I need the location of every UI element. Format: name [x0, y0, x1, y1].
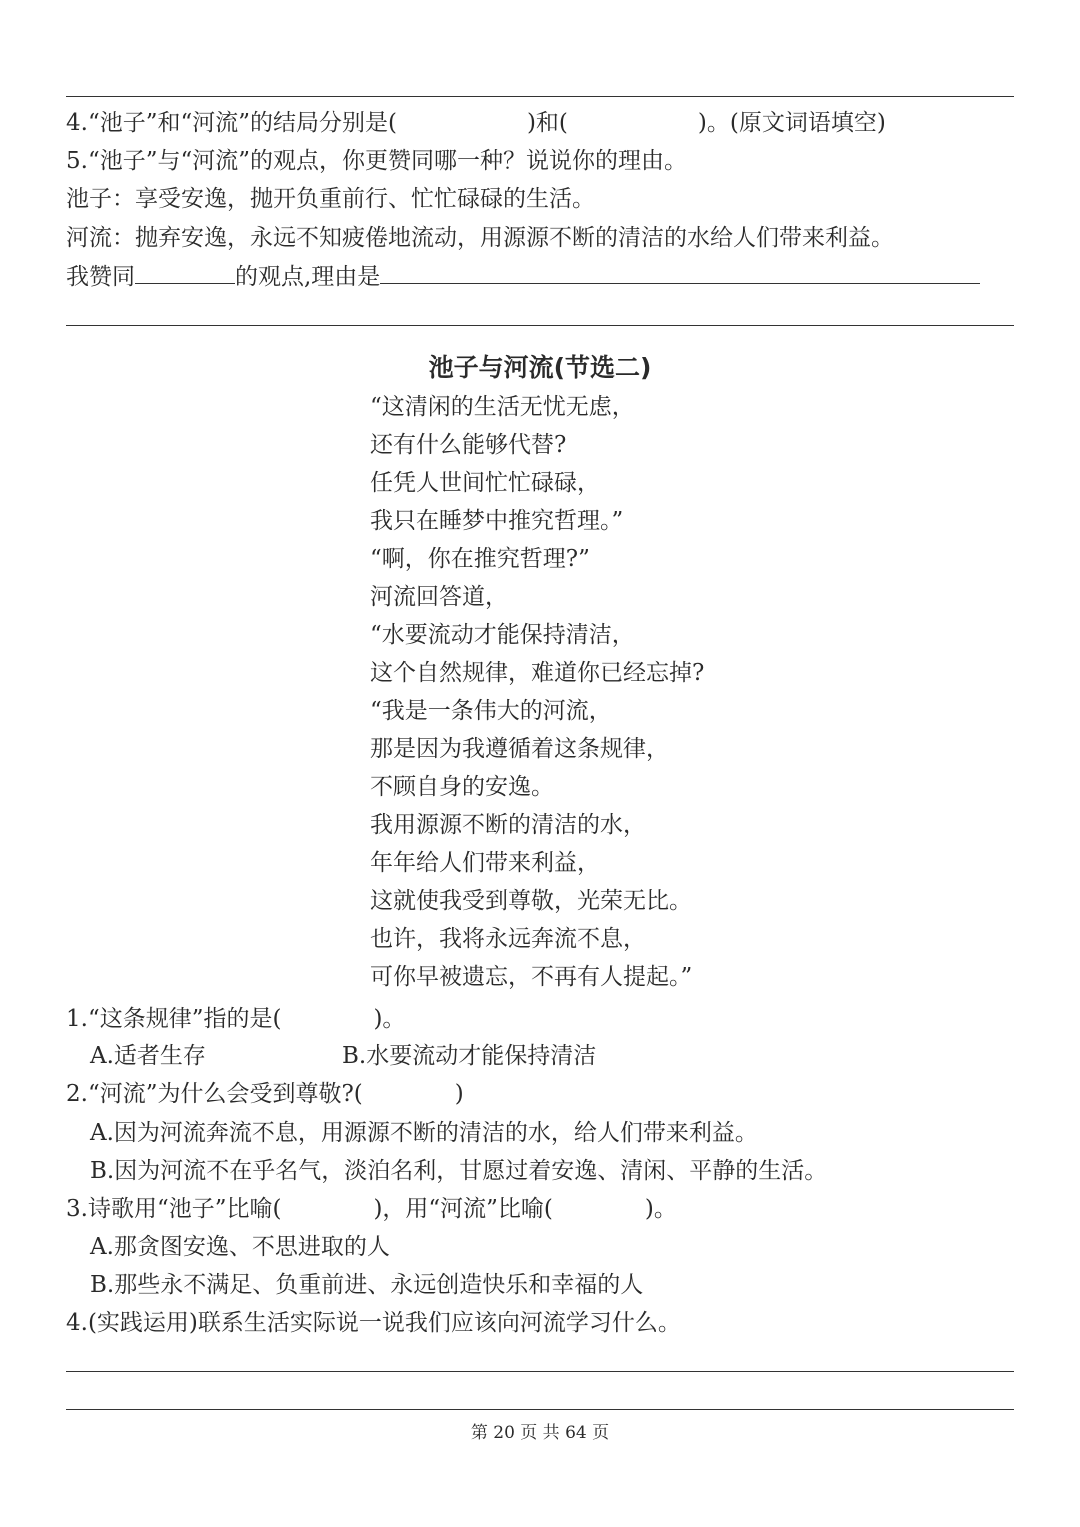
poem-line: 不顾自身的安逸。 — [370, 774, 554, 800]
question-text: )和( — [526, 110, 568, 136]
poem-line: 河流回答道， — [370, 584, 508, 610]
question-text: )，用“河流”比喻( — [373, 1196, 553, 1222]
agree-label: 的观点,理由是 — [235, 264, 381, 290]
poem-line: 我用源源不断的清洁的水， — [370, 812, 646, 838]
option-b[interactable]: B.因为河流不在乎名气，淡泊名利，甘愿过着安逸、清闲、平静的生活。 — [90, 1158, 828, 1184]
question-3 — [66, 1190, 677, 1228]
poem-line: “水要流动才能保持清洁， — [370, 622, 635, 648]
question-text: 2.“河流”为什么会受到尊敬?( — [66, 1081, 363, 1107]
divider — [66, 96, 1014, 97]
answer-line[interactable] — [66, 325, 1014, 326]
question-4-practice: 4.(实践运用)联系生活实际说一说我们应该向河流学习什么。 — [66, 1310, 681, 1336]
poem-line: 可你早被遗忘，不再有人提起。” — [370, 964, 693, 990]
river-view: 河流：抛弃安逸，永远不知疲倦地流动，用源源不断的清洁的水给人们带来利益。 — [66, 225, 894, 251]
question-5: 5.“池子”与“河流”的观点，你更赞同哪一种？说说你的理由。 — [66, 148, 687, 174]
question-2 — [66, 1075, 464, 1113]
poem-line: 我只在睡梦中推究哲理。” — [370, 508, 624, 534]
option-a[interactable]: A.那贪图安逸、不思进取的人 — [90, 1234, 390, 1260]
option-b[interactable]: B.那些永不满足、负重前进、永远创造快乐和幸福的人 — [90, 1272, 644, 1298]
option-a[interactable]: A.因为河流奔流不息，用源源不断的清洁的水，给人们带来利益。 — [90, 1120, 758, 1146]
passage-title: 池子与河流(节选二) — [428, 353, 652, 382]
question-4 — [66, 104, 886, 142]
question-text: 3.诗歌用“池子”比喻( — [66, 1196, 282, 1222]
question-text: 1.“这条规律”指的是( — [66, 1006, 282, 1032]
footer-divider — [66, 1409, 1014, 1410]
question-text: )。(原文词语填空) — [697, 110, 886, 136]
question-text: ) — [454, 1081, 464, 1107]
page-number: 第 20 页 共 64 页 — [470, 1423, 610, 1443]
poem — [370, 388, 704, 996]
question-text: )。 — [644, 1196, 677, 1222]
poem-line: 这就使我受到尊敬，光荣无比。 — [370, 888, 692, 914]
poem-line: 也许，我将永远奔流不息， — [370, 926, 646, 952]
poem-line: “这清闲的生活无忧无虑， — [370, 394, 635, 420]
poem-line: 年年给人们带来利益， — [370, 850, 600, 876]
poem-line: “啊，你在推究哲理?” — [370, 546, 590, 572]
question-text: 4.“池子”和“河流”的结局分别是( — [66, 110, 397, 136]
poem-line: “我是一条伟大的河流， — [370, 698, 612, 724]
question-text: )。 — [373, 1006, 406, 1032]
pond-view: 池子：享受安逸，抛开负重前行、忙忙碌碌的生活。 — [66, 186, 595, 212]
question-1 — [66, 1000, 405, 1038]
poem-line: 还有什么能够代替? — [370, 432, 567, 458]
poem-line: 那是因为我遵循着这条规律， — [370, 736, 669, 762]
poem-line: 这个自然规律，难道你已经忘掉? — [370, 660, 705, 686]
agree-line — [66, 258, 980, 296]
answer-blank[interactable] — [135, 259, 235, 284]
answer-line[interactable] — [66, 1371, 1014, 1372]
agree-label: 我赞同 — [66, 264, 135, 290]
option-a[interactable]: A.适者生存 — [90, 1043, 206, 1069]
question-1-options — [90, 1037, 596, 1075]
poem-line: 任凭人世间忙忙碌碌， — [370, 470, 600, 496]
option-b[interactable]: B.水要流动才能保持清洁 — [342, 1043, 597, 1069]
answer-line[interactable] — [380, 259, 980, 284]
